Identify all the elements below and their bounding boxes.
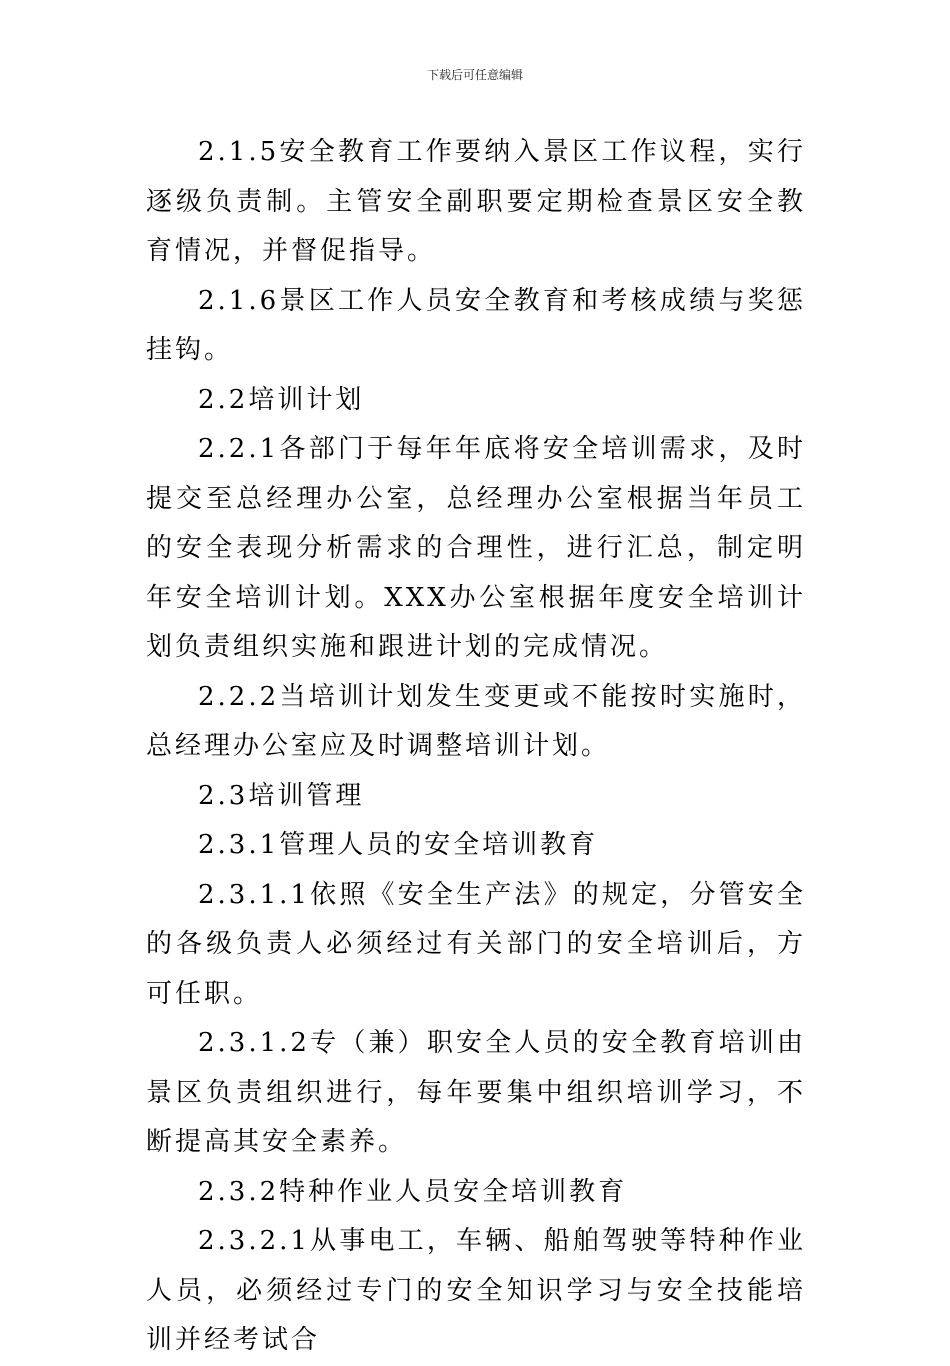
- paragraph-2-3-2-1: 2.3.2.1从事电工，车辆、船舶驾驶等特种作业人员，必须经过专门的安全知识学习与安全技能培训并经考试合: [146, 1226, 806, 1355]
- document-body: [146, 128, 806, 1366]
- paragraph-2-1-6: 2.1.6景区工作人员安全教育和考核成绩与奖惩挂钩。: [146, 285, 806, 365]
- paragraph-2-1-5: 2.1.5安全教育工作要纳入景区工作议程，实行逐级负责制。主管安全副职要定期检查景区安全教育情况，并督促指导。: [146, 137, 806, 266]
- paragraph-2-2-1: 2.2.1各部门于每年年底将安全培训需求，及时提交至总经理办公室，总经理办公室根据当年员工的安全表现分析需求的合理性，进行汇总，制定明年安全培训计划。XXX办公室根据年度安全培训计划负责组织实施和跟进计划的完成情况。: [146, 434, 806, 662]
- page-header: 下载后可任意编辑: [426, 68, 523, 82]
- heading-2-3: 2.3培训管理: [198, 780, 365, 811]
- heading-2-3-2: 2.3.2特种作业人员安全培训教育: [198, 1176, 628, 1207]
- paragraph-2-2-2: 2.2.2当培训计划发生变更或不能按时实施时，总经理办公室应及时调整培训计划。: [146, 681, 806, 761]
- heading-2-3-1: 2.3.1管理人员的安全培训教育: [198, 830, 599, 860]
- paragraph-2-3-1-2: 2.3.1.2专（兼）职安全人员的安全教育培训由景区负责组织进行，每年要集中组织培训学习，不断提高其安全素养。: [146, 1028, 806, 1157]
- paragraph-2-3-1-1: 2.3.1.1依照《安全生产法》的规定，分管安全的各级负责人必须经过有关部门的安全培训后，方可任职。: [146, 879, 806, 1009]
- heading-2-2: 2.2培训计划: [198, 384, 365, 415]
